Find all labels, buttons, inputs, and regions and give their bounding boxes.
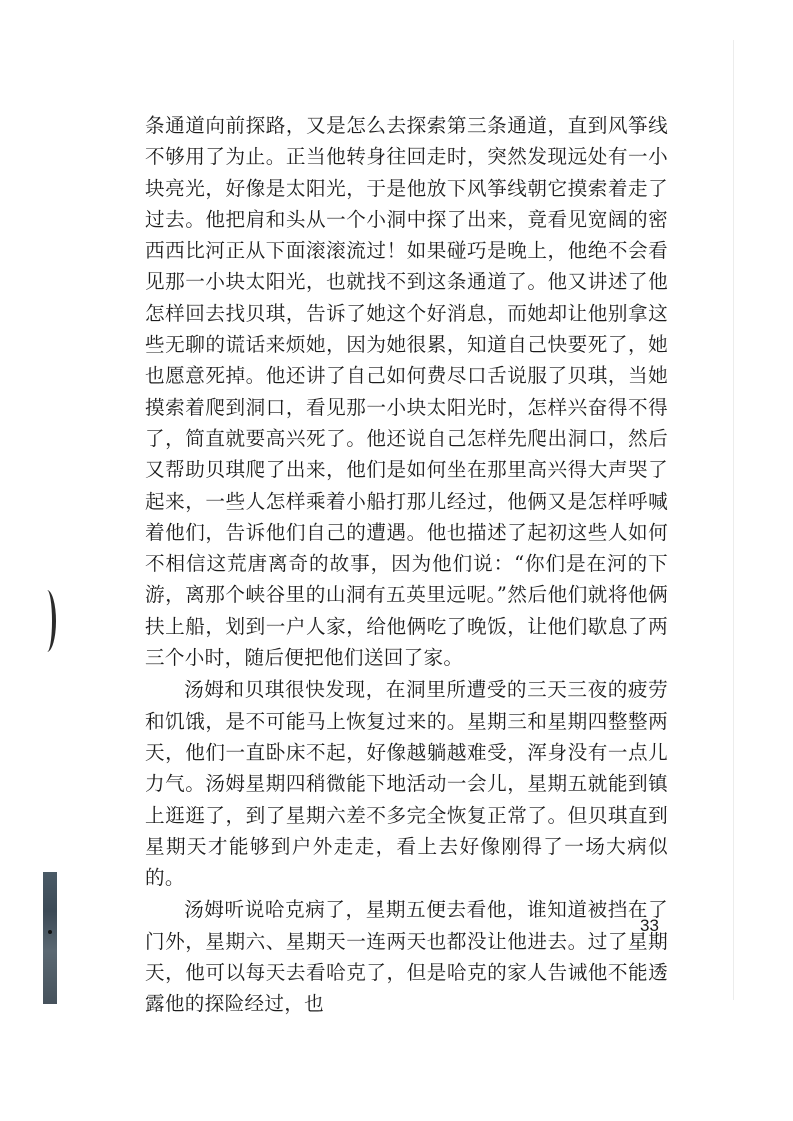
scan-cover-strip (43, 872, 57, 1004)
paragraph-continued: 条通道向前探路，又是怎么去探索第三条通道，直到风筝线不够用了为止。正当他转身往回走时，突然发现远处有一小块亮光，好像是太阳光，于是他放下风筝线朝它摸索着走了过去。他把肩和头从一个小洞中探了出来，竟看见宽阔的密西西比河正从下面滚滚流过！如果碰巧是晚上，他绝不会看见那一小块太阳光，也就找不到这条通道了。他又讲述了他怎样回去找贝琪，告诉了她这个好消息，而她却让他别拿这些无聊的谎话来烦她，因为她很累，知道自己快要死了，她也愿意死掉。他还讲了自己如何费尽口舌说服了贝琪，当她摸索着爬到洞口，看见那一小块太阳光时，怎样兴奋得不得了，简直就要高兴死了。他还说自己怎样先爬出洞口，然后又帮助贝琪爬了出来，他们是如何坐在那里高兴得大声哭了起来，一些人怎样乘着小船打那儿经过，他俩又是怎样呼喊着他们，告诉他们自己的遭遇。他也描述了起初这些人如何不相信这荒唐离奇的故事，因为他们说：“你们是在河的下游，离那个峡谷里的山洞有五英里远呢。”然后他们就将他俩扶上船，划到一户人家，给他俩吃了晚饭，让他们歇息了两三个小时，随后便把他们送回了家。 (145, 114, 668, 670)
scan-speck (48, 930, 52, 934)
body-text (145, 110, 668, 1020)
scan-page-edge (733, 40, 734, 1000)
page-number: 33 (640, 916, 659, 935)
scan-binding-mark (38, 590, 56, 652)
paragraph: 汤姆听说哈克病了，星期五便去看他，谁知道被挡在了门外，星期六、星期天一连两天也都没让他进去。过了星期天，他可以每天去看哈克了，但是哈克的家人告诫他不能透露他的探险经过，也 (145, 898, 668, 1016)
paragraph: 汤姆和贝琪很快发现，在洞里所遭受的三天三夜的疲劳和饥饿，是不可能马上恢复过来的。星期三和星期四整整两天，他们一直卧床不起，好像越躺越难受，浑身没有一点儿力气。汤姆星期四稍微能下地活动一会儿，星期五就能到镇上逛逛了，到了星期六差不多完全恢复正常了。但贝琪直到星期天才能够到户外走走，看上去好像刚得了一场大病似的。 (145, 678, 668, 890)
